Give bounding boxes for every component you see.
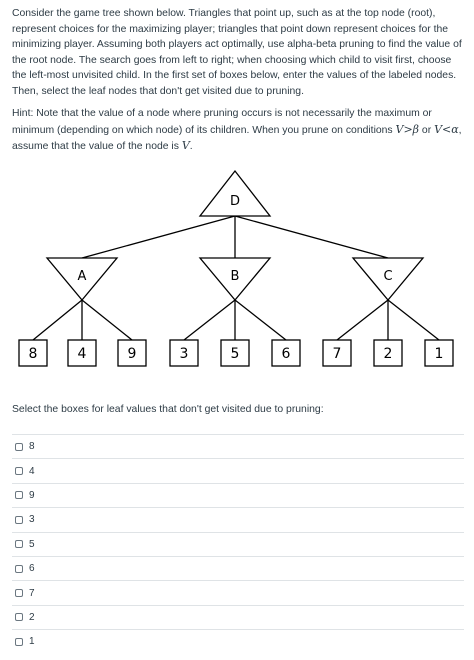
option-row-7[interactable] [12, 580, 464, 604]
min-node-label-c: C [383, 269, 393, 284]
option-label: 2 [29, 611, 35, 623]
condition-v-lt-alpha: V<α [434, 122, 459, 136]
edge-a-leaf3 [82, 300, 132, 340]
hint-or: or [419, 124, 435, 136]
option-label: 4 [29, 465, 35, 477]
hint-after: , assume that the value of the node is [12, 124, 462, 152]
checkbox[interactable] [15, 540, 23, 548]
checkbox-options [12, 434, 464, 654]
hint-before: Hint: Note that the value of a node where pruning occurs is not necessarily the maximum or minimum (depending on which node) of its children. When you prune on conditions [12, 108, 432, 136]
edge-b-leaf6 [235, 300, 286, 340]
option-label: 1 [29, 636, 35, 648]
checkbox[interactable] [15, 638, 23, 646]
option-label: 8 [29, 441, 35, 453]
option-label: 9 [29, 489, 35, 501]
option-label: 5 [29, 538, 35, 550]
edge-d-c [235, 216, 388, 258]
option-label: 3 [29, 514, 35, 526]
option-row-6[interactable] [12, 556, 464, 580]
select-prompt: Select the boxes for leaf values that don't get visited due to pruning: [12, 404, 324, 415]
checkbox[interactable] [15, 589, 23, 597]
min-node-label-b: B [230, 269, 240, 284]
leaf-value-3: 9 [127, 346, 137, 362]
leaf-value-1: 8 [28, 346, 38, 362]
checkbox[interactable] [15, 516, 23, 524]
option-row-9[interactable] [12, 629, 464, 653]
option-row-4[interactable] [12, 507, 464, 531]
hint-end: . [189, 141, 193, 152]
option-row-8[interactable] [12, 605, 464, 629]
option-row-3[interactable] [12, 483, 464, 507]
checkbox[interactable] [15, 565, 23, 573]
option-label: 7 [29, 587, 35, 599]
leaf-value-4: 3 [179, 346, 189, 362]
edge-c-leaf7 [337, 300, 388, 340]
question-text: Consider the game tree shown below. Triangles that point up, such as at the top node (root), represent choices for the maximizing player; triangles that point down represent choices for the minimizing player. Assuming both players act optimally, use alpha-beta pruning to find the value of the root node. The search goes from left to right; when choosing which child to visit first, choose the left-most unvisited child. In the first set of boxes below, enter the values of the labeled nodes. Then, select the leaf nodes that don't get visited due to pruning. [12, 8, 462, 97]
leaf-value-8: 2 [383, 346, 393, 362]
leaf-value-5: 5 [230, 346, 240, 362]
leaf-value-2: 4 [77, 346, 87, 362]
checkbox[interactable] [15, 467, 23, 475]
option-label: 6 [29, 563, 35, 575]
edge-c-leaf9 [388, 300, 439, 340]
edge-a-leaf1 [33, 300, 82, 340]
leaf-value-6: 6 [281, 346, 291, 362]
option-row-5[interactable] [12, 532, 464, 556]
leaf-value-9: 1 [434, 346, 444, 362]
option-row-1[interactable] [12, 434, 464, 458]
condition-v-gt-beta: V>β [395, 122, 420, 136]
edge-b-leaf4 [184, 300, 235, 340]
leaf-value-7: 7 [332, 346, 342, 362]
option-row-2[interactable] [12, 458, 464, 482]
edge-d-a [82, 216, 235, 258]
game-tree-diagram [0, 165, 474, 380]
checkbox[interactable] [15, 491, 23, 499]
hint-text [12, 106, 464, 155]
variable-v: V [181, 139, 190, 152]
min-node-label-a: A [77, 269, 87, 284]
checkbox[interactable] [15, 613, 23, 621]
checkbox[interactable] [15, 443, 23, 451]
root-label: D [229, 194, 241, 209]
